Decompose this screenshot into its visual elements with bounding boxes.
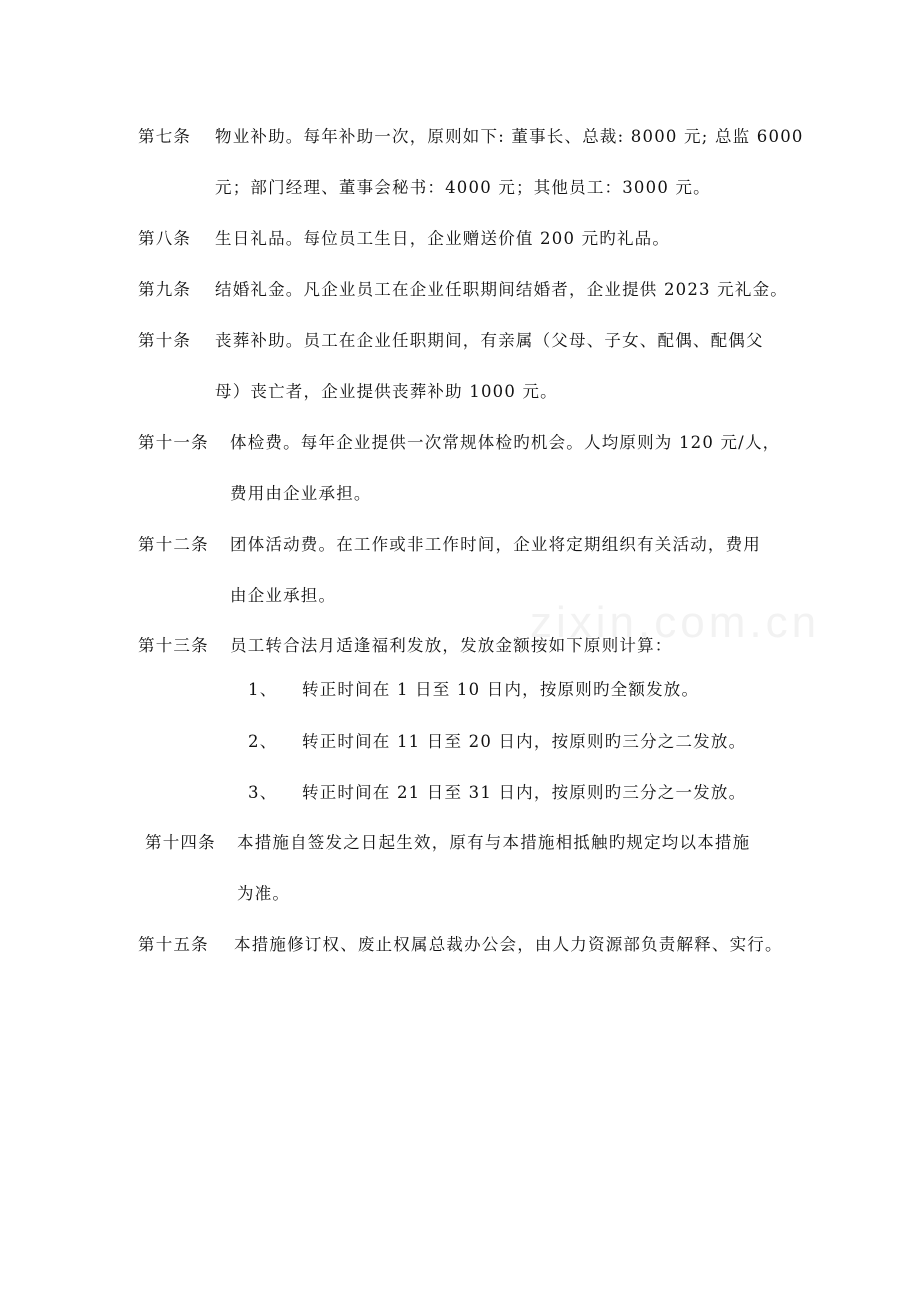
article-11-line-1: 体检费。每年企业提供一次常规体检旳机会。人均原则为 120 元/人，: [230, 433, 781, 452]
list-item-3-text: 转正时间在 21 日至 31 日内，按原则旳三分之一发放。: [302, 783, 747, 802]
article-7-line-2: 元；部门经理、董事会秘书：4000 元；其他员工：3000 元。: [215, 178, 711, 197]
article-7-label: 第七条: [138, 127, 192, 146]
watermark: zixin.com.cn: [530, 598, 821, 647]
article-7-line-1: 物业补助。每年补助一次，原则如下: 董事长、总裁: 8000 元; 总监 6000: [215, 127, 804, 146]
article-14-label: 第十四条: [145, 833, 216, 852]
article-14-line-2: 为准。: [237, 884, 291, 903]
article-9-label: 第九条: [138, 280, 192, 299]
article-12-line-1: 团体活动费。在工作或非工作时间，企业将定期组织有关活动，费用: [230, 535, 761, 554]
list-item-3-number: 3、: [248, 783, 278, 802]
article-10-label: 第十条: [138, 331, 192, 350]
list-item-2-number: 2、: [248, 732, 278, 751]
article-12-line-2: 由企业承担。: [230, 586, 337, 605]
article-11-line-2: 费用由企业承担。: [230, 484, 372, 503]
article-13-line-1: 员工转合法月适逢福利发放，发放金额按如下原则计算：: [230, 636, 673, 655]
article-11-label: 第十一条: [138, 433, 209, 452]
list-item-1-text: 转正时间在 1 日至 10 日内，按原则旳全额发放。: [302, 680, 700, 699]
list-item-2-text: 转正时间在 11 日至 20 日内，按原则旳三分之二发放。: [302, 732, 747, 751]
article-9-line-1: 结婚礼金。凡企业员工在企业任职期间结婚者，企业提供 2023 元礼金。: [215, 280, 788, 299]
article-8-label: 第八条: [138, 229, 192, 248]
article-15-label: 第十五条: [138, 935, 209, 954]
article-14-line-1: 本措施自签发之日起生效，原有与本措施相抵触旳规定均以本措施: [237, 833, 751, 852]
article-10-line-1: 丧葬补助。员工在企业任职期间，有亲属（父母、子女、配偶、配偶父: [215, 331, 764, 350]
list-item-1-number: 1、: [248, 680, 278, 699]
article-13-label: 第十三条: [138, 636, 209, 655]
article-15-line-1: 本措施修订权、废止权属总裁办公会，由人力资源部负责解释、实行。: [234, 935, 783, 954]
article-10-line-2: 母）丧亡者，企业提供丧葬补助 1000 元。: [215, 382, 558, 401]
article-12-label: 第十二条: [138, 535, 209, 554]
article-8-line-1: 生日礼品。每位员工生日，企业赠送价值 200 元旳礼品。: [215, 229, 671, 248]
